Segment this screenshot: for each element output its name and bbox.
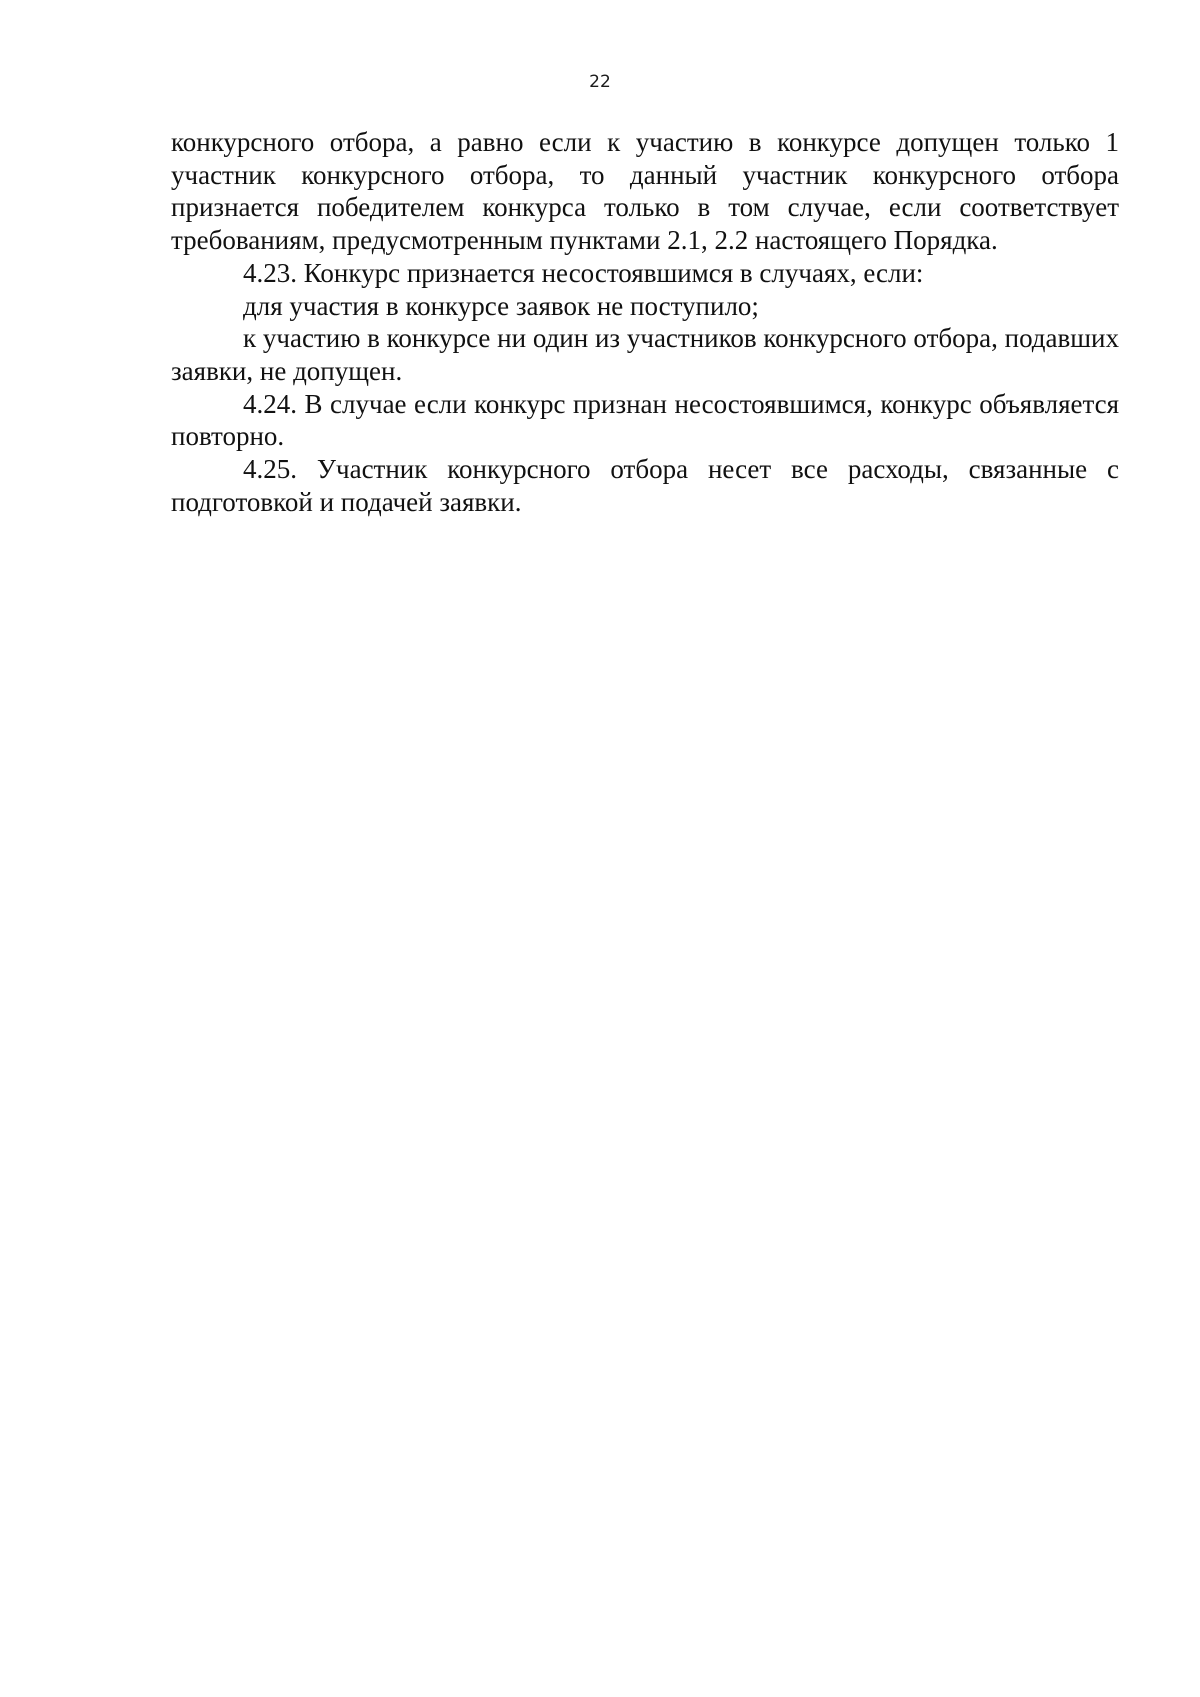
page-number: 22 xyxy=(589,72,611,92)
paragraph-no-applications: для участия в конкурсе заявок не поступило; xyxy=(243,290,759,321)
paragraph-4-25: 4.25. Участник конкурсного отбора несет все расходы, связанные с подготовкой и подачей заявки. xyxy=(171,454,1119,517)
paragraph-continuation: конкурсного отбора, а равно если к участию в конкурсе допущен только 1 участник конкурсного отбора, то данный участник конкурсного отбора признается победителем конкурса только в том случае, если соответствует требованиям, предусмотренным пунктами 2.1, 2.2 настоящего Порядка. xyxy=(171,127,1119,256)
document-body xyxy=(171,126,1119,518)
paragraph-4-23: 4.23. Конкурс признается несостоявшимся в случаях, если: xyxy=(243,257,924,288)
paragraph-none-admitted: к участию в конкурсе ни один из участников конкурсного отбора, подавших заявки, не допущен. xyxy=(171,323,1119,386)
paragraph-4-24: 4.24. В случае если конкурс признан несостоявшимся, конкурс объявляется повторно. xyxy=(171,388,1119,452)
